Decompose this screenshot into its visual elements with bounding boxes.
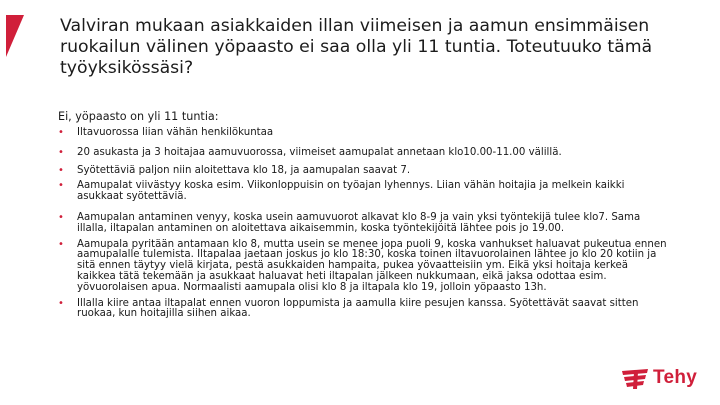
bullet-text: Aamupalan antaminen venyy, koska usein aamuvuorot alkavat klo 8-9 ja vain yksi työntekijä tulee klo7. Sama illalla, iltapalan antaminen on aloitettava aikaisemmin, koska työntekijöitä lähtee pois jo 19.00. bbox=[77, 211, 641, 234]
list-item bbox=[58, 128, 668, 139]
bullet-dot: • bbox=[58, 127, 64, 138]
list-item bbox=[58, 166, 668, 177]
bullet-text: Aamupalat viivästyy koska esim. Viikonloppuisin on työajan lyhennys. Liian vähän hoitajia ja melkein kaikki asukkaat syötettäviä. bbox=[77, 180, 625, 203]
tehy-logo-icon bbox=[620, 366, 650, 390]
bullet-text: 20 asukasta ja 3 hoitajaa aamuvuorossa, viimeiset aamupalat annetaan klo10.00-11.00 välillä. bbox=[77, 146, 562, 158]
logo-text: Tehy bbox=[653, 367, 698, 388]
bullet-text: Illalla kiire antaa iltapalat ennen vuoron loppumista ja aamulla kiire pesujen kanssa. Syötettävät saavat sitten ruokaa, kun hoitajilla siihen aikaa. bbox=[77, 297, 639, 320]
slide-title: Valviran mukaan asiakkaiden illan viimeisen ja aamun ensimmäisen ruokailun välinen yöpaasto ei saa olla yli 11 tuntia. Toteutuuko tämä työyksikössäsi? bbox=[60, 16, 653, 78]
bullet-dot: • bbox=[58, 238, 64, 250]
bullet-text: Iltavuorossa liian vähän henkilökuntaa bbox=[77, 127, 274, 138]
bullet-list bbox=[58, 128, 668, 320]
bullet-dot: • bbox=[58, 146, 64, 158]
bullet-dot: • bbox=[58, 164, 64, 176]
bullet-dot: • bbox=[58, 297, 64, 309]
bullet-dot: • bbox=[58, 180, 64, 192]
list-item bbox=[58, 213, 668, 235]
bullet-text: Syötettäviä paljon niin aloitettava klo 18, ja aamupalan saavat 7. bbox=[77, 164, 411, 176]
intro-text: Ei, yöpaasto on yli 11 tuntia: bbox=[58, 110, 219, 123]
list-item bbox=[58, 181, 668, 203]
list-item bbox=[58, 299, 668, 321]
bullet-dot: • bbox=[58, 211, 64, 223]
tehy-logo bbox=[620, 366, 697, 390]
bullet-text: Aamupala pyritään antamaan klo 8, mutta usein se menee jopa puoli 9, koska vanhukset haluavat pukeutua ennen aamupalalle tulemista. Iltapalaa jaetaan joskus jo klo 18:30, koska toinen iltavuorolainen lähtee jo klo 20 kotiin ja sitä ennen täytyy vielä kirjata, pestä asukkaiden hampaita, pukea yövaatteisiin ym. Eikä yksi hoitaja kerkeä kaikkea tätä tekemään ja asukkaat haluavat heti iltapalan jälkeen nukkumaan, eikä jaksa odottaa esim. yövuorolaisen apua. Normaalisti aamupala olisi klo 8 ja iltapala klo 19, jolloin yöpaasto 13h. bbox=[77, 238, 667, 293]
list-item bbox=[58, 148, 668, 159]
list-item bbox=[58, 240, 668, 294]
red-corner-shape-icon bbox=[6, 15, 24, 57]
